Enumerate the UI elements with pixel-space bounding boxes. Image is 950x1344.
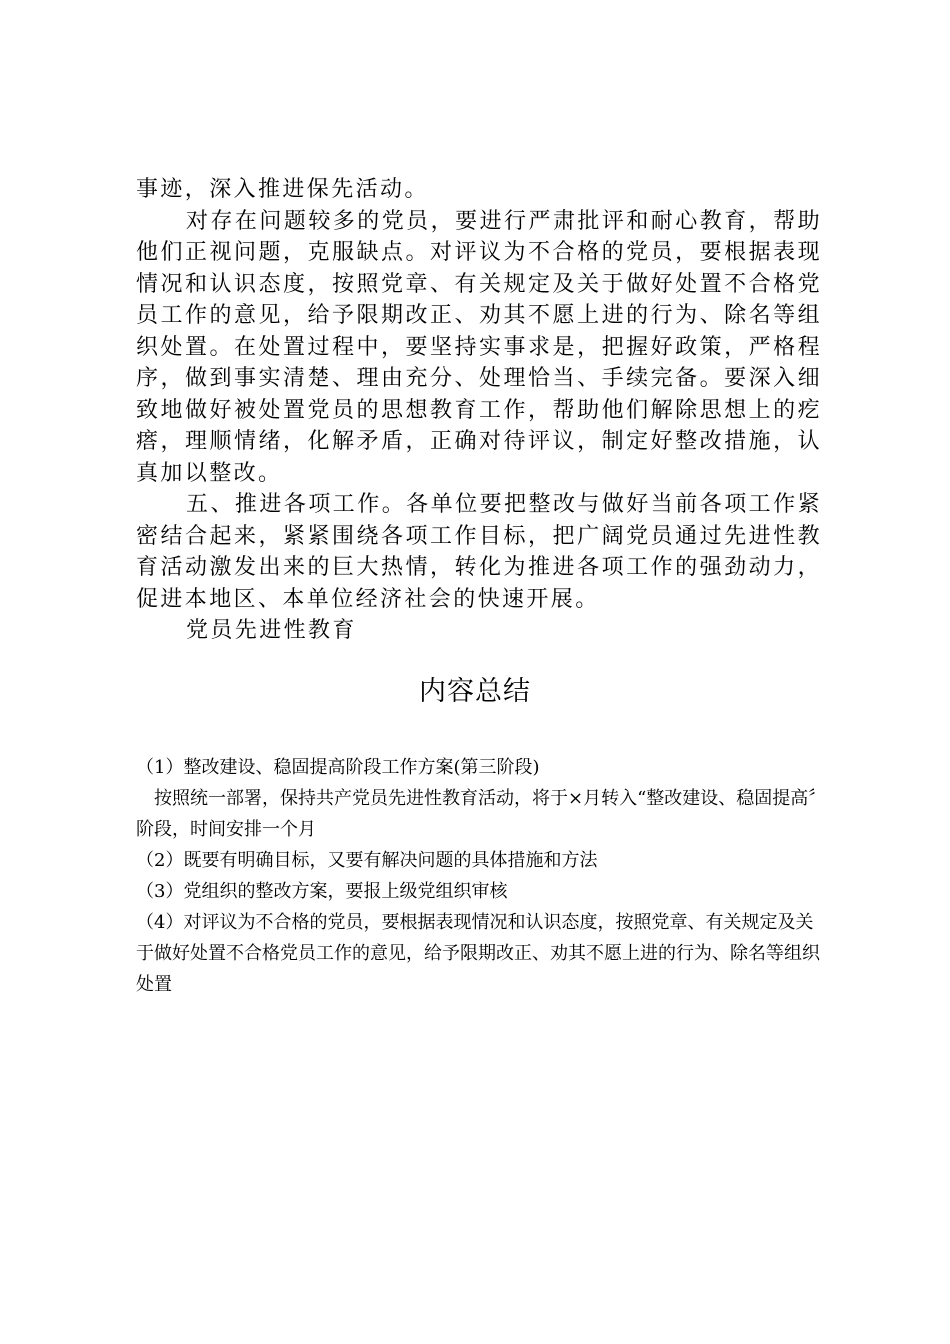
summary-list	[136, 752, 822, 1000]
summary-title: 内容总结	[419, 676, 531, 707]
summary-item-2: （2）既要有明确目标，又要有解决问题的具体措施和方法	[136, 850, 598, 871]
summary-item-4: （4）对评议为不合格的党员，要根据表现情况和认识态度，按照党章、有关规定及关于做好处置不合格党员工作的意见，给予限期改正、劝其不愿上进的行为、除名等组织处置	[136, 912, 820, 995]
paragraph-section-five: 五、推进各项工作。各单位要把整改与做好当前各项工作紧密结合起来，紧紧围绕各项工作目标，把广阔党员通过先进性教育活动激发出来的巨大热情，转化为推进各项工作的强劲动力，促进本地区、本单位经济社会的快速开展。	[136, 492, 822, 612]
summary-item-3: （3）党组织的整改方案，要报上级党组织审核	[136, 881, 508, 902]
paragraph-problem-members: 对存在问题较多的党员，要进行严肃批评和耐心教育，帮助他们正视问题，克服缺点。对评议为不合格的党员，要根据表现情况和认识态度，按照党章、有关规定及关于做好处置不合格党员工作的意见，给予限期改正、劝其不愿上进的行为、除名等组织处置。在处置过程中，要坚持实事求是，把握好政策，严格程序，做到事实清楚、理由充分、处理恰当、手续完备。要深入细致地做好被处置党员的思想教育工作，帮助他们解除思想上的疙瘩，理顺情绪，化解矛盾，正确对待评议，制定好整改措施，认真加以整改。	[136, 208, 822, 486]
document-body	[136, 174, 822, 647]
summary-item-1-detail: 按照统一部署，保持共产党员先进性教育活动，将于×月转入“整改建设、稳固提高〞阶段，时间安排一个月	[136, 788, 818, 840]
paragraph-continuation: 事迹，深入推进保先活动。	[136, 177, 429, 202]
summary-item-1: （1）整改建设、稳固提高阶段工作方案(第三阶段)	[136, 757, 540, 778]
paragraph-footer-label: 党员先进性教育	[186, 618, 357, 643]
